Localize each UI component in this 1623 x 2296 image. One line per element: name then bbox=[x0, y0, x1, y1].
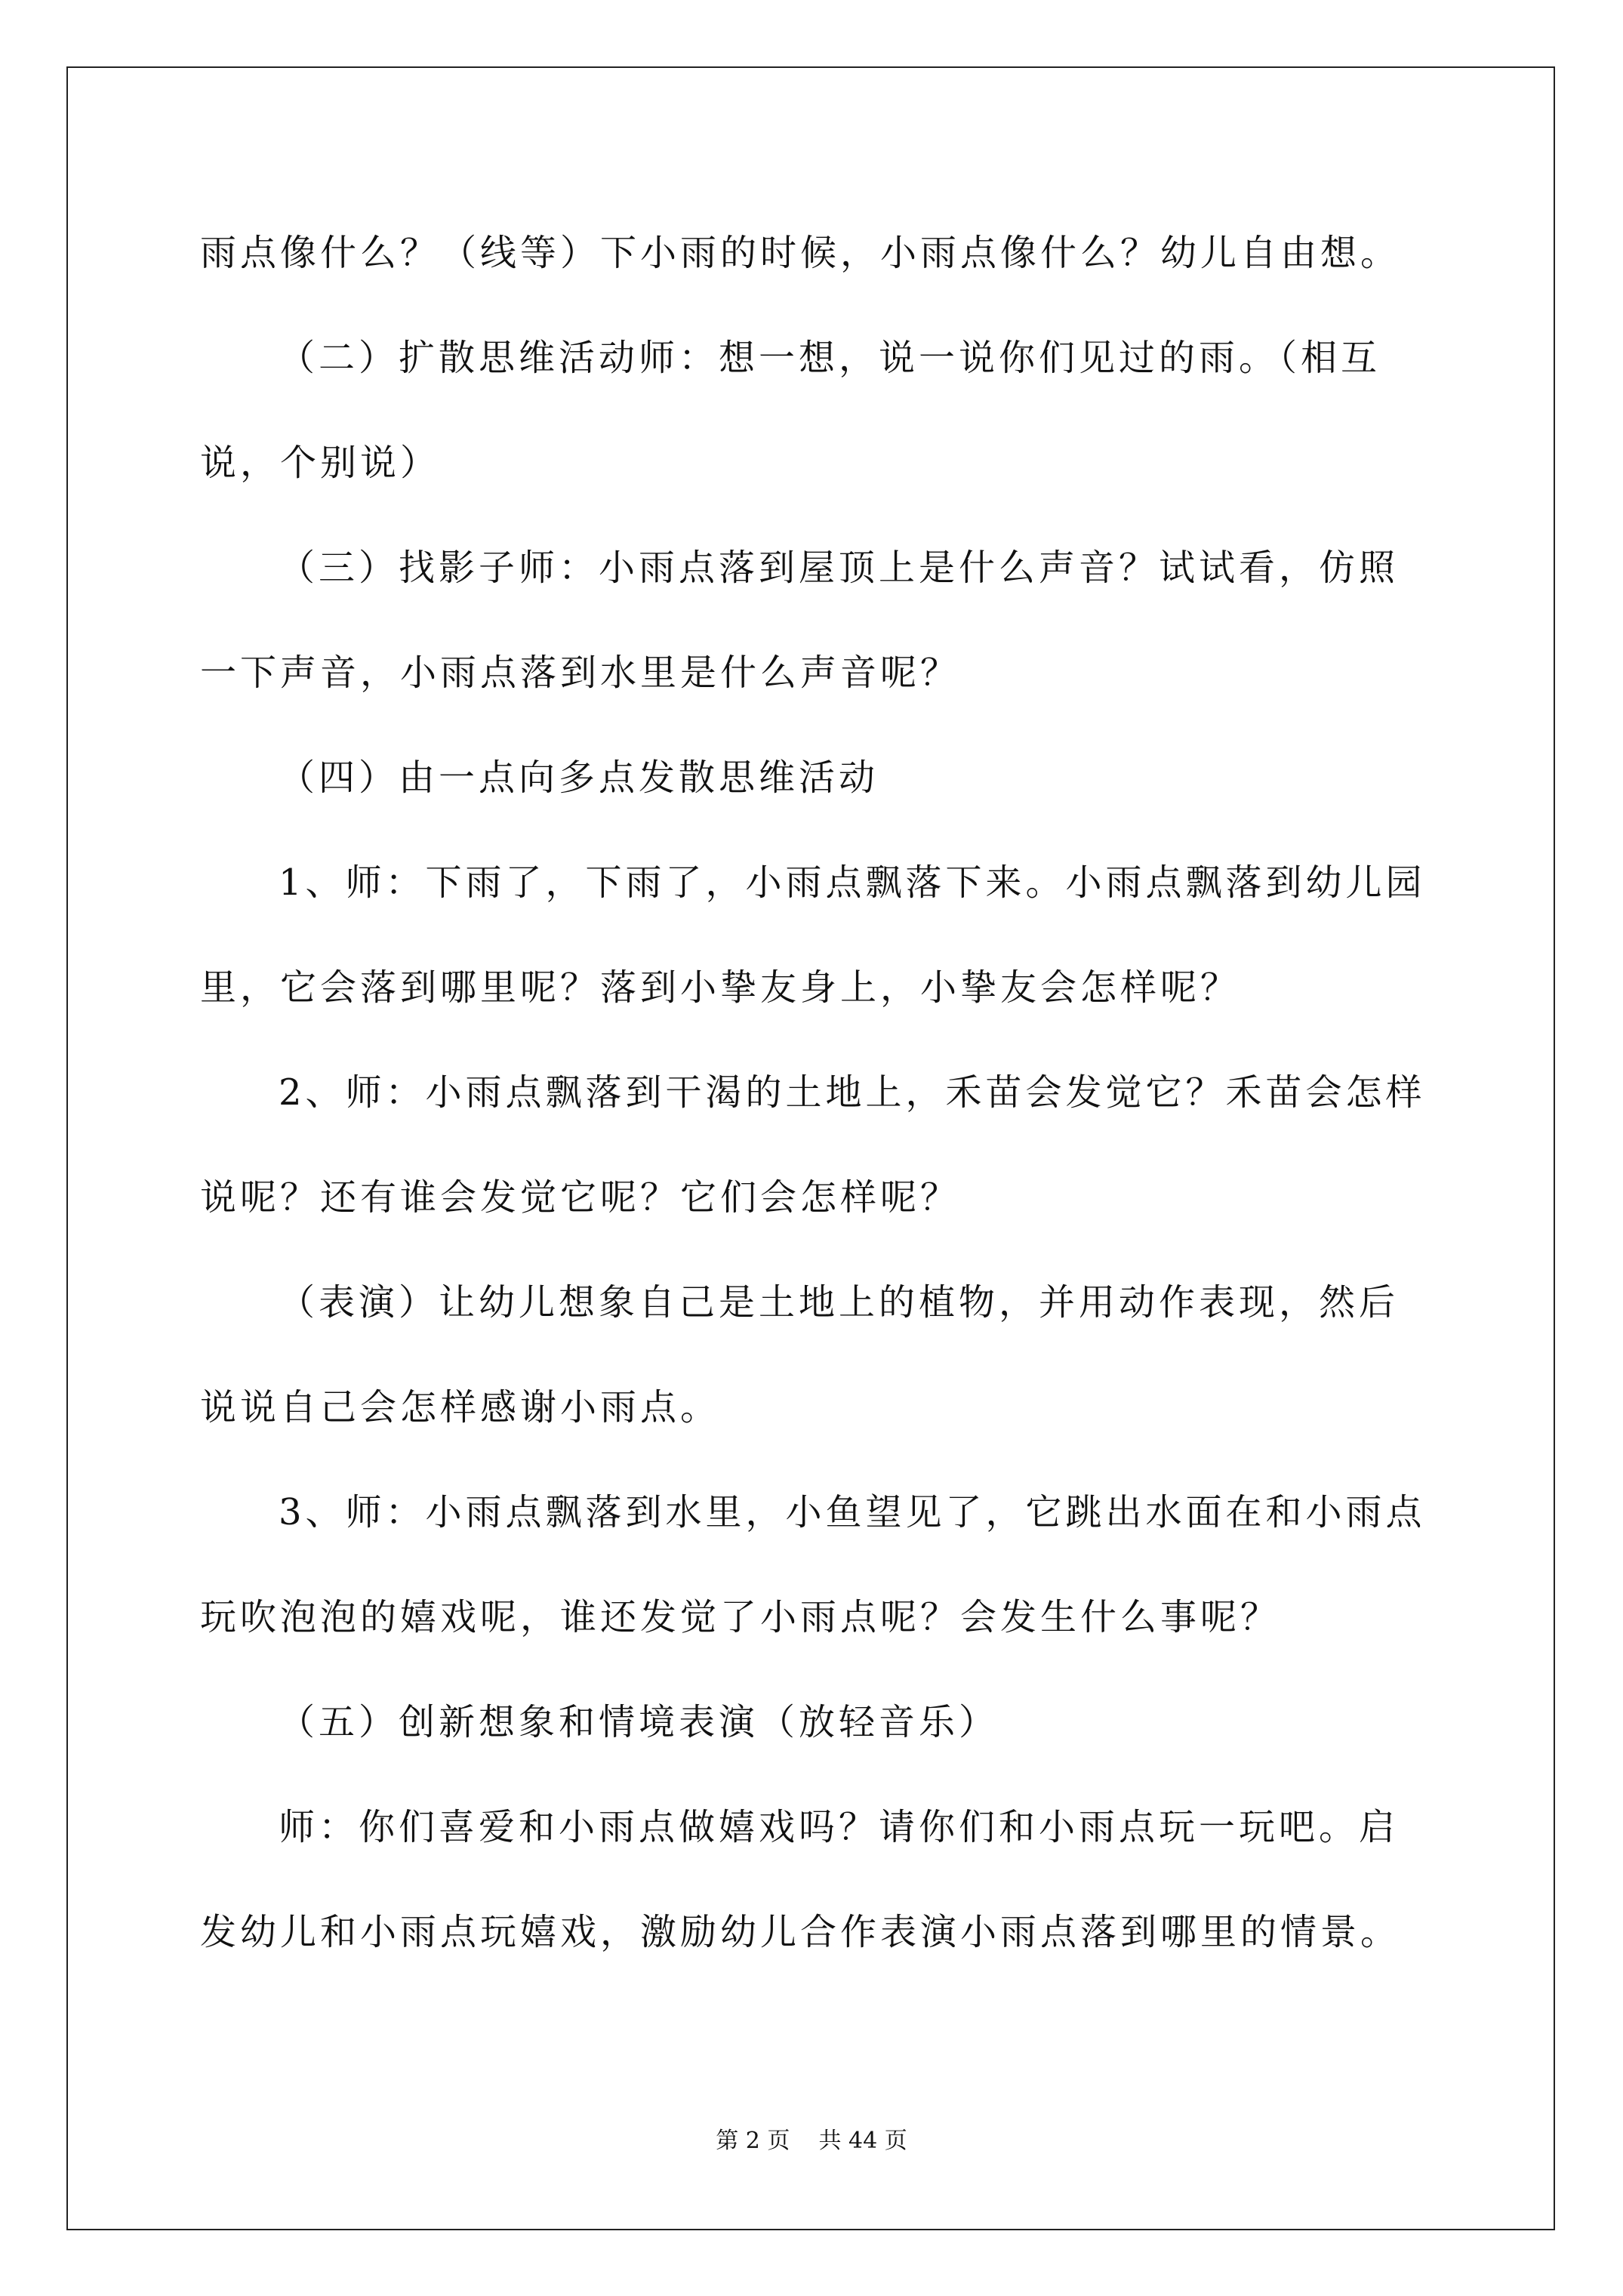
paragraph-3: （三）找影子师：小雨点落到屋顶上是什么声音？试试看，仿照一下声音，小雨点落到水里是什么声音呢？ bbox=[200, 547, 1400, 694]
paragraph-8: 3、师：小雨点飘落到水里，小鱼望见了，它跳出水面在和小雨点玩吹泡泡的嬉戏呢，谁还发觉了小雨点呢？会发生什么事呢？ bbox=[200, 1491, 1426, 1638]
paragraph-6: 2、师：小雨点飘落到干渴的土地上，禾苗会发觉它？禾苗会怎样说呢？还有谁会发觉它呢？它们会怎样呢？ bbox=[200, 1071, 1426, 1219]
paragraph-4: （四）由一点向多点发散思维活动 bbox=[279, 757, 879, 799]
page-footer bbox=[0, 2122, 1623, 2155]
paragraph-9: （五）创新想象和情境表演（放轻音乐） bbox=[279, 1701, 999, 1743]
paragraph-5: 1、师：下雨了，下雨了，小雨点飘落下来。小雨点飘落到幼儿园里，它会落到哪里呢？落到小挚友身上，小挚友会怎样呢？ bbox=[200, 861, 1426, 1009]
paragraph-1: 雨点像什么？（线等）下小雨的时候，小雨点像什么？幼儿自由想。 bbox=[200, 232, 1401, 274]
paragraph-2: （二）扩散思维活动师：想一想，说一说你们见过的雨。（相互说，个别说） bbox=[200, 337, 1381, 484]
paragraph-7: （表演）让幼儿想象自己是土地上的植物，并用动作表现，然后说说自己会怎样感谢小雨点。 bbox=[200, 1281, 1400, 1428]
paragraph-10: 师：你们喜爱和小雨点做嬉戏吗？请你们和小雨点玩一玩吧。启发幼儿和小雨点玩嬉戏，激励幼儿合作表演小雨点落到哪里的情景。 bbox=[200, 1806, 1401, 1953]
page-number: 第 2 页 共 44 页 bbox=[716, 2128, 907, 2154]
